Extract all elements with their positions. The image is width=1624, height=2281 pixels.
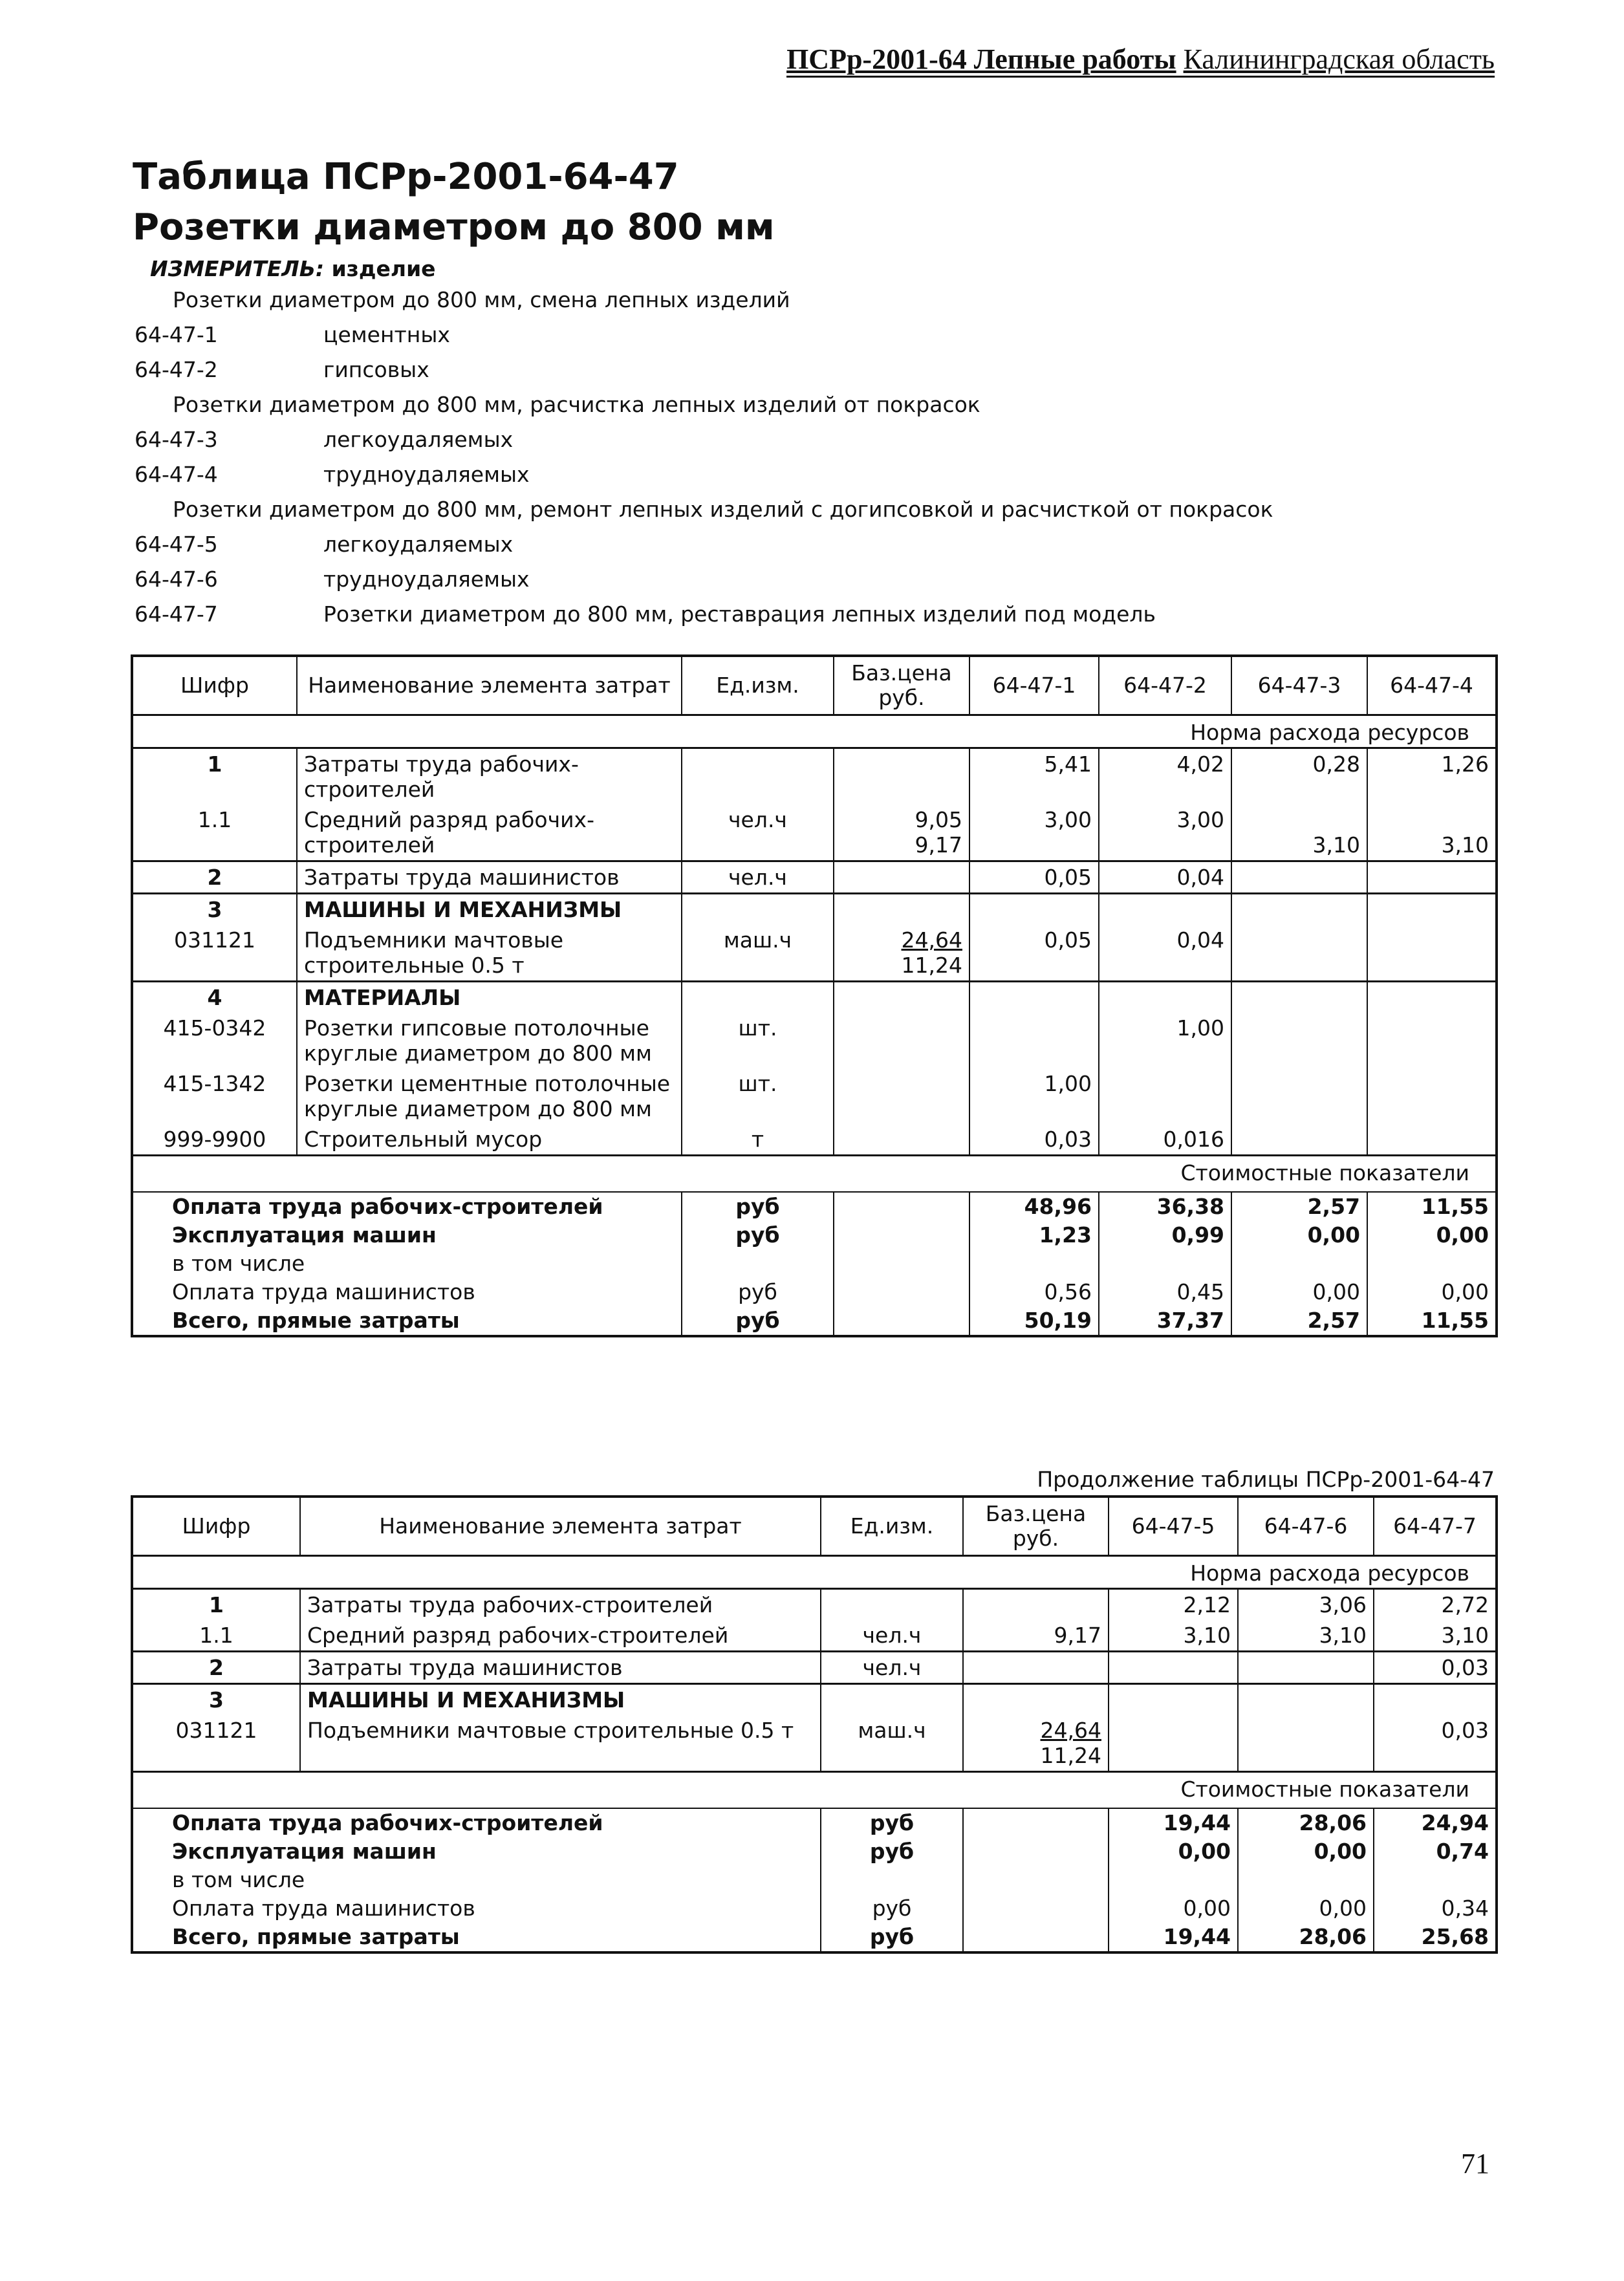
row-value: 2,12 (1109, 1589, 1238, 1621)
summary-value: 37,37 (1099, 1306, 1231, 1336)
summary-value: 25,68 (1374, 1923, 1497, 1952)
row-price (963, 1652, 1109, 1684)
table-row (132, 1589, 1497, 1621)
desc-text: цементных (323, 322, 450, 347)
norm-label: Норма расхода ресурсов (132, 715, 1497, 748)
row-value (1109, 1715, 1238, 1772)
table-header-row (132, 656, 1497, 715)
table-row (132, 1068, 1497, 1124)
col-header: Ед.изм. (821, 1497, 963, 1556)
summary-value: 0,45 (1099, 1278, 1231, 1306)
col-header: Наименование элемента затрат (297, 656, 682, 715)
summary-row (132, 1192, 1497, 1221)
summary-value: 1,23 (969, 1221, 1099, 1249)
row-value: 0,28 (1231, 748, 1367, 805)
col-header: Ед.изм. (682, 656, 834, 715)
row-value: 3,10 (1231, 805, 1367, 861)
measure-line (150, 256, 436, 281)
desc-code: 64-47-7 (135, 601, 218, 627)
summary-value: 0,00 (1231, 1278, 1367, 1306)
row-price (834, 925, 969, 982)
norm-label: Норма расхода ресурсов (132, 1556, 1497, 1589)
summary-name: в том числе (172, 1251, 305, 1276)
summary-value: 2,57 (1231, 1192, 1367, 1221)
row-code: 1.1 (132, 805, 297, 861)
summary-name: в том числе (172, 1867, 305, 1892)
row-name: Розетки цементные потолочные круглые диаметром до 800 мм (297, 1068, 682, 1124)
row-value: 4,02 (1099, 748, 1231, 805)
resource-table-2 (131, 1495, 1498, 1954)
row-code: 4 (132, 982, 297, 1013)
table-row (132, 861, 1497, 894)
row-code: 415-1342 (132, 1068, 297, 1124)
summary-row (132, 1866, 1497, 1894)
row-value (1367, 1013, 1497, 1068)
row-name: Затраты труда рабочих-строителей (300, 1589, 821, 1621)
row-code: 3 (132, 1684, 300, 1716)
row-value: 0,04 (1099, 925, 1231, 982)
row-price (834, 748, 969, 805)
row-unit: маш.ч (821, 1715, 963, 1772)
table-row (132, 925, 1497, 982)
row-unit: чел.ч (821, 1652, 963, 1684)
row-value: 3,10 (1238, 1620, 1374, 1652)
row-value (1231, 1124, 1367, 1156)
row-name: Затраты труда машинистов (297, 861, 682, 894)
row-value: 3,10 (1367, 805, 1497, 861)
running-header (786, 43, 1495, 78)
row-name: Затраты труда рабочих-строителей (297, 748, 682, 805)
row-price (963, 1589, 1109, 1621)
row-value: 0,03 (1374, 1652, 1497, 1684)
summary-value: 2,57 (1231, 1306, 1367, 1336)
price-line: 11,24 (1040, 1743, 1101, 1768)
row-value: 1,26 (1367, 748, 1497, 805)
summary-value: 0,00 (1238, 1837, 1374, 1866)
row-code: 2 (132, 1652, 300, 1684)
col-header: Наименование элемента затрат (300, 1497, 821, 1556)
section-title: МАШИНЫ И МЕХАНИЗМЫ (297, 894, 682, 925)
row-value: 2,72 (1374, 1589, 1497, 1621)
col-header: 64-47-1 (969, 656, 1099, 715)
row-unit: шт. (682, 1068, 834, 1124)
cost-row (132, 1772, 1497, 1809)
desc-code: 64-47-6 (135, 567, 218, 592)
section-row (132, 1684, 1497, 1716)
summary-value: 0,34 (1374, 1894, 1497, 1923)
table-row (132, 1013, 1497, 1068)
desc-group1: Розетки диаметром до 800 мм, смена лепных изделий (173, 287, 790, 312)
row-price (834, 861, 969, 894)
summary-name: Оплата труда машинистов (172, 1279, 475, 1304)
price-line: 24,64 (1040, 1718, 1101, 1743)
row-code: 415-0342 (132, 1013, 297, 1068)
row-value (1367, 925, 1497, 982)
section-row (132, 982, 1497, 1013)
row-value (1231, 925, 1367, 982)
summary-row (132, 1306, 1497, 1336)
page-title (133, 152, 775, 253)
table-row (132, 1124, 1497, 1156)
table-row (132, 1715, 1497, 1772)
row-price (963, 1715, 1109, 1772)
row-value (1231, 861, 1367, 894)
summary-unit: руб (821, 1837, 963, 1866)
price-line: 9,05 (915, 807, 962, 832)
desc-code: 64-47-4 (135, 462, 218, 487)
row-value (1238, 1715, 1374, 1772)
summary-name: Оплата труда рабочих-строителей (172, 1810, 603, 1835)
row-value: 0,016 (1099, 1124, 1231, 1156)
desc-text: Розетки диаметром до 800 мм, реставрация лепных изделий под модель (323, 601, 1156, 627)
row-value: 0,03 (1374, 1715, 1497, 1772)
row-name: Средний разряд рабочих-строителей (297, 805, 682, 861)
norm-row (132, 715, 1497, 748)
col-header: 64-47-6 (1238, 1497, 1374, 1556)
row-value: 1,00 (969, 1068, 1099, 1124)
header-region: Калининградская область (1183, 43, 1495, 75)
row-value: 0,04 (1099, 861, 1231, 894)
table-header-row (132, 1497, 1497, 1556)
summary-name: Эксплуатация машин (172, 1222, 437, 1248)
summary-value: 0,74 (1374, 1837, 1497, 1866)
row-name: Строительный мусор (297, 1124, 682, 1156)
resource-table-1 (131, 654, 1498, 1337)
summary-value: 0,56 (969, 1278, 1099, 1306)
summary-row (132, 1837, 1497, 1866)
summary-value: 28,06 (1238, 1808, 1374, 1837)
col-header: Баз.цена руб. (834, 656, 969, 715)
row-value (1367, 861, 1497, 894)
row-code: 999-9900 (132, 1124, 297, 1156)
row-value (1367, 1068, 1497, 1124)
price-line: 24,64 (901, 927, 962, 953)
summary-value: 0,00 (1367, 1278, 1497, 1306)
summary-value: 0,00 (1109, 1837, 1238, 1866)
desc-text: гипсовых (323, 357, 429, 382)
row-code: 1 (132, 1589, 300, 1621)
row-value: 3,00 (969, 805, 1099, 861)
summary-row (132, 1278, 1497, 1306)
row-value: 3,10 (1374, 1620, 1497, 1652)
summary-value: 19,44 (1109, 1808, 1238, 1837)
section-title: МАТЕРИАЛЫ (297, 982, 682, 1013)
row-unit: т (682, 1124, 834, 1156)
summary-unit: руб (682, 1221, 834, 1249)
norm-row (132, 1556, 1497, 1589)
cost-label: Стоимостные показатели (132, 1772, 1497, 1809)
summary-value: 0,00 (1367, 1221, 1497, 1249)
row-price (834, 1124, 969, 1156)
summary-name: Всего, прямые затраты (172, 1308, 460, 1333)
col-header: Шифр (132, 656, 297, 715)
summary-value: 11,55 (1367, 1192, 1497, 1221)
col-header: 64-47-7 (1374, 1497, 1497, 1556)
summary-unit: руб (682, 1192, 834, 1221)
row-value: 0,03 (969, 1124, 1099, 1156)
row-unit: маш.ч (682, 925, 834, 982)
desc-text: трудноудаляемых (323, 567, 530, 592)
summary-unit: руб (682, 1306, 834, 1336)
summary-unit: руб (682, 1278, 834, 1306)
summary-name: Всего, прямые затраты (172, 1924, 460, 1949)
summary-unit: руб (821, 1894, 963, 1923)
table-row (132, 748, 1497, 805)
desc-code: 64-47-5 (135, 532, 218, 557)
summary-value: 0,00 (1231, 1221, 1367, 1249)
row-code: 031121 (132, 925, 297, 982)
row-value: 5,41 (969, 748, 1099, 805)
header-code: ПСРр-2001-64 Лепные работы (786, 43, 1176, 75)
summary-value: 48,96 (969, 1192, 1099, 1221)
section-title: МАШИНЫ И МЕХАНИЗМЫ (300, 1684, 821, 1716)
row-code: 031121 (132, 1715, 300, 1772)
row-unit: чел.ч (682, 805, 834, 861)
price-line: 11,24 (901, 953, 962, 978)
row-name: Розетки гипсовые потолочные круглые диаметром до 800 мм (297, 1013, 682, 1068)
summary-unit: руб (821, 1808, 963, 1837)
table-row (132, 1620, 1497, 1652)
row-value: 0,05 (969, 861, 1099, 894)
summary-value: 0,00 (1109, 1894, 1238, 1923)
summary-unit: руб (821, 1923, 963, 1952)
summary-row (132, 1894, 1497, 1923)
row-value (1231, 1013, 1367, 1068)
row-unit (821, 1589, 963, 1621)
section-row (132, 894, 1497, 925)
col-header: 64-47-2 (1099, 656, 1231, 715)
title-line2: Розетки диаметром до 800 мм (133, 206, 775, 248)
col-header: 64-47-4 (1367, 656, 1497, 715)
table-row (132, 805, 1497, 861)
row-price (834, 1068, 969, 1124)
summary-row (132, 1808, 1497, 1837)
desc-text: легкоудаляемых (323, 532, 514, 557)
row-name: Подъемники мачтовые строительные 0.5 т (297, 925, 682, 982)
summary-value: 0,00 (1238, 1894, 1374, 1923)
summary-name: Оплата труда машинистов (172, 1896, 475, 1921)
col-header: 64-47-5 (1109, 1497, 1238, 1556)
cost-row (132, 1156, 1497, 1193)
summary-name: Эксплуатация машин (172, 1839, 437, 1864)
desc-code: 64-47-1 (135, 322, 218, 347)
summary-value: 0,99 (1099, 1221, 1231, 1249)
row-name: Средний разряд рабочих-строителей (300, 1620, 821, 1652)
row-value (969, 1013, 1099, 1068)
row-price (834, 1013, 969, 1068)
row-code: 3 (132, 894, 297, 925)
row-unit (682, 748, 834, 805)
row-code: 2 (132, 861, 297, 894)
col-header: Баз.цена руб. (963, 1497, 1109, 1556)
desc-code: 64-47-3 (135, 427, 218, 452)
row-value (1238, 1652, 1374, 1684)
row-value: 1,00 (1099, 1013, 1231, 1068)
summary-value: 50,19 (969, 1306, 1099, 1336)
row-value (1099, 1068, 1231, 1124)
col-header: 64-47-3 (1231, 656, 1367, 715)
continuation-label: Продолжение таблицы ПСРр-2001-64-47 (1037, 1467, 1495, 1492)
row-unit: чел.ч (821, 1620, 963, 1652)
row-code: 1 (132, 748, 297, 805)
page-number: 71 (1461, 2148, 1489, 2179)
summary-row (132, 1249, 1497, 1278)
desc-group2: Розетки диаметром до 800 мм, расчистка лепных изделий от покрасок (173, 392, 980, 417)
row-value: 3,00 (1099, 805, 1231, 861)
row-name: Затраты труда машинистов (300, 1652, 821, 1684)
summary-value: 24,94 (1374, 1808, 1497, 1837)
title-line1: Таблица ПСРр-2001-64-47 (133, 156, 679, 198)
row-value: 3,06 (1238, 1589, 1374, 1621)
summary-name: Оплата труда рабочих-строителей (172, 1194, 603, 1219)
row-unit: чел.ч (682, 861, 834, 894)
row-name: Подъемники мачтовые строительные 0.5 т (300, 1715, 821, 1772)
measure-value: изделие (331, 256, 436, 281)
summary-row (132, 1923, 1497, 1952)
row-value: 3,10 (1109, 1620, 1238, 1652)
summary-value: 19,44 (1109, 1923, 1238, 1952)
col-header: Шифр (132, 1497, 300, 1556)
row-value (1109, 1652, 1238, 1684)
price-line: 9,17 (915, 832, 962, 858)
summary-value: 28,06 (1238, 1923, 1374, 1952)
row-unit: шт. (682, 1013, 834, 1068)
row-price (834, 805, 969, 861)
cost-label: Стоимостные показатели (132, 1156, 1497, 1193)
summary-value: 36,38 (1099, 1192, 1231, 1221)
row-value (1367, 1124, 1497, 1156)
desc-code: 64-47-2 (135, 357, 218, 382)
table-row (132, 1652, 1497, 1684)
desc-text: легкоудаляемых (323, 427, 514, 452)
row-value (1231, 1068, 1367, 1124)
row-code: 1.1 (132, 1620, 300, 1652)
row-price: 9,17 (963, 1620, 1109, 1652)
summary-row (132, 1221, 1497, 1249)
measure-label: ИЗМЕРИТЕЛЬ: (150, 256, 325, 281)
desc-group3: Розетки диаметром до 800 мм, ремонт лепных изделий с догипсовкой и расчисткой от покрасок (173, 497, 1273, 522)
summary-value: 11,55 (1367, 1306, 1497, 1336)
row-value: 0,05 (969, 925, 1099, 982)
desc-text: трудноудаляемых (323, 462, 530, 487)
